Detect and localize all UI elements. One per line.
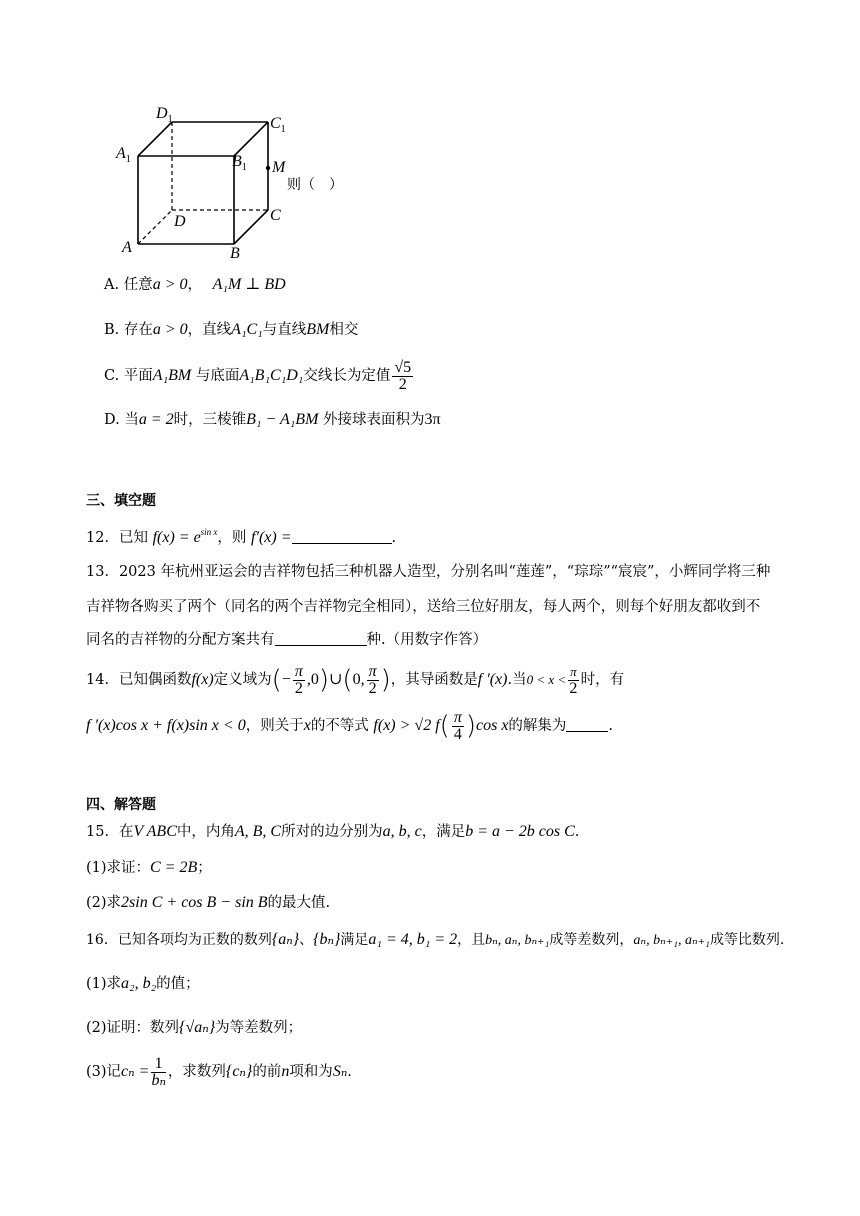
question-14-line2: f ′(x)cos x + f(x)sin x < 0，则关于x的不等式 f(x) > √2 f( $\frac{\pi}{4}$ )cos x的解集为 .	[86, 708, 614, 743]
option-a: A. 任意a > 0， A₁M ⊥ BD	[104, 276, 286, 293]
label-d: D	[174, 213, 186, 230]
section-4-heading: 四、解答题	[86, 797, 156, 813]
label-c: C	[270, 207, 281, 224]
option-b: B. 存在a > 0，直线A₁C₁与直线BM相交	[104, 321, 359, 338]
label-b1: $B_1$	[232, 153, 247, 173]
label-d1: $D_1$	[156, 105, 173, 125]
question-15-part2: (2)求2sin C + cos B − sin B的最大值.	[86, 894, 331, 911]
section-3-heading: 三、填空题	[86, 493, 156, 509]
label-a1: $A_1$	[116, 145, 131, 165]
question-16-part2: (2)证明：数列{√aₙ}为等差数列；	[86, 1019, 303, 1036]
question-16-part3: (3)记cₙ = $\frac{1}{\text{bₙ}}$ ，求数列{cₙ}的前n项和为Sₙ.	[86, 1054, 352, 1089]
question-13-line3: 同名的吉祥物的分配方案共有 种.（用数字作答）	[86, 632, 488, 648]
option-d: D. 当a = 2时，三棱锥B₁ − A₁BM 外接球表面积为3π	[104, 411, 441, 428]
label-a: A	[122, 239, 132, 256]
question-14-line1: 14．已知偶函数f(x)定义域为(− $\frac{\pi}{2}$ ,0)∪(0, $\frac{\pi}{2}$ )，其导函数是f ′(x).当0 < x < $\frac{\pi}{2}$ 时，有	[86, 662, 625, 697]
label-b: B	[230, 245, 240, 262]
option-c: C. 平面A₁BM 与底面A₁B₁C₁D₁交线长为定值 $\frac{√5}{2}$	[104, 358, 412, 393]
question-13-line1: 13．2023 年杭州亚运会的吉祥物包括三种机器人造型，分别名叫“莲莲”，“琮琮”“宸宸”，小辉同学将三种	[86, 564, 771, 580]
question-16-part1: (1)求a₂, b₂的值；	[86, 975, 200, 992]
point-m	[266, 166, 270, 170]
label-m: M	[272, 159, 286, 176]
then-paren: 则（ ）	[287, 177, 343, 193]
question-16: 16．已知各项均为正数的数列{aₙ}、{bₙ}满足a₁ = 4, b₁ = 2，且bₙ, aₙ, bₙ₊₁成等差数列，aₙ, bₙ₊₁, aₙ₊₁成等比数列.	[86, 931, 785, 948]
label-c1: $C_1$	[270, 115, 286, 135]
question-13-line2: 吉祥物各购买了两个（同名的两个吉祥物完全相同），送给三位好朋友，每人两个，则每个好朋友都收到不	[86, 599, 761, 615]
question-15: 15．在V ABC中，内角A, B, C所对的边分别为a, b, c，满足b = a − 2b cos C.	[86, 823, 580, 840]
question-15-part1: (1)求证：C = 2B；	[86, 859, 212, 876]
question-12: 12．已知 $f(x) = e^{sin x}$，则 f′(x) = .	[86, 527, 397, 546]
